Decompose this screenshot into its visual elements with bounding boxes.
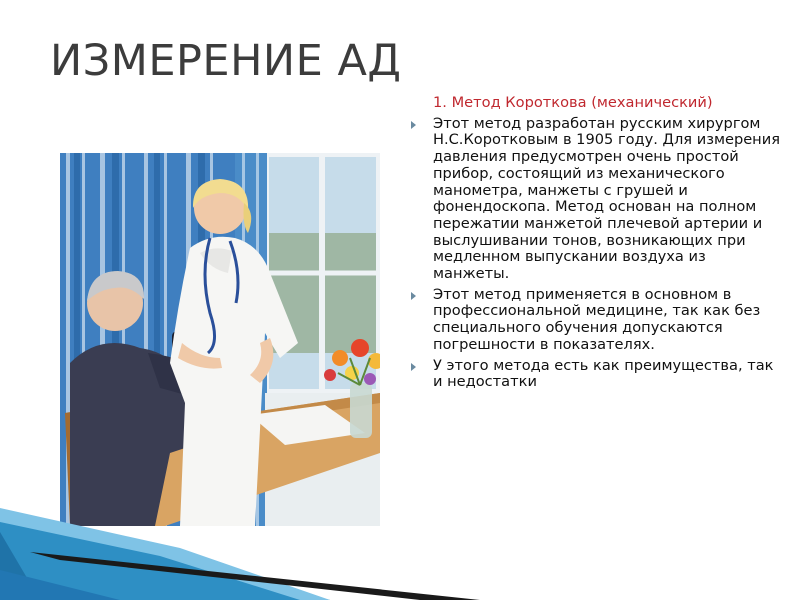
content-block <box>410 95 785 395</box>
triangle-bullet-icon <box>411 121 416 129</box>
bullet-text: У этого метода есть как преимущества, так и недостатки <box>433 356 774 391</box>
bullet-item <box>410 287 785 354</box>
slide-title: ИЗМЕРЕНИЕ АД <box>50 36 402 86</box>
triangle-bullet-icon <box>411 292 416 300</box>
bullet-text: Этот метод разработан русским хирургом Н.С.Коротковым в 1905 году. Для измерения давления предусмотрен очень простой прибор, состоящий из механического манометра, манжеты с грушей и фонендоскопа. Метод основан на полном пережатии манжетой плечевой артерии и выслушивании тонов, возникающих при медленном выпускании воздуха из манжеты. <box>433 114 780 283</box>
method-subheading: 1. Метод Короткова (механический) <box>433 94 713 111</box>
bullet-text: Этот метод применяется в основном в профессиональной медицине, так как без специального обучения допускаются погрешности в показателях. <box>433 285 761 353</box>
bullet-item <box>410 358 785 391</box>
triangle-bullet-icon <box>411 363 416 371</box>
decorative-swoosh <box>0 470 800 600</box>
bullet-item <box>410 116 785 283</box>
